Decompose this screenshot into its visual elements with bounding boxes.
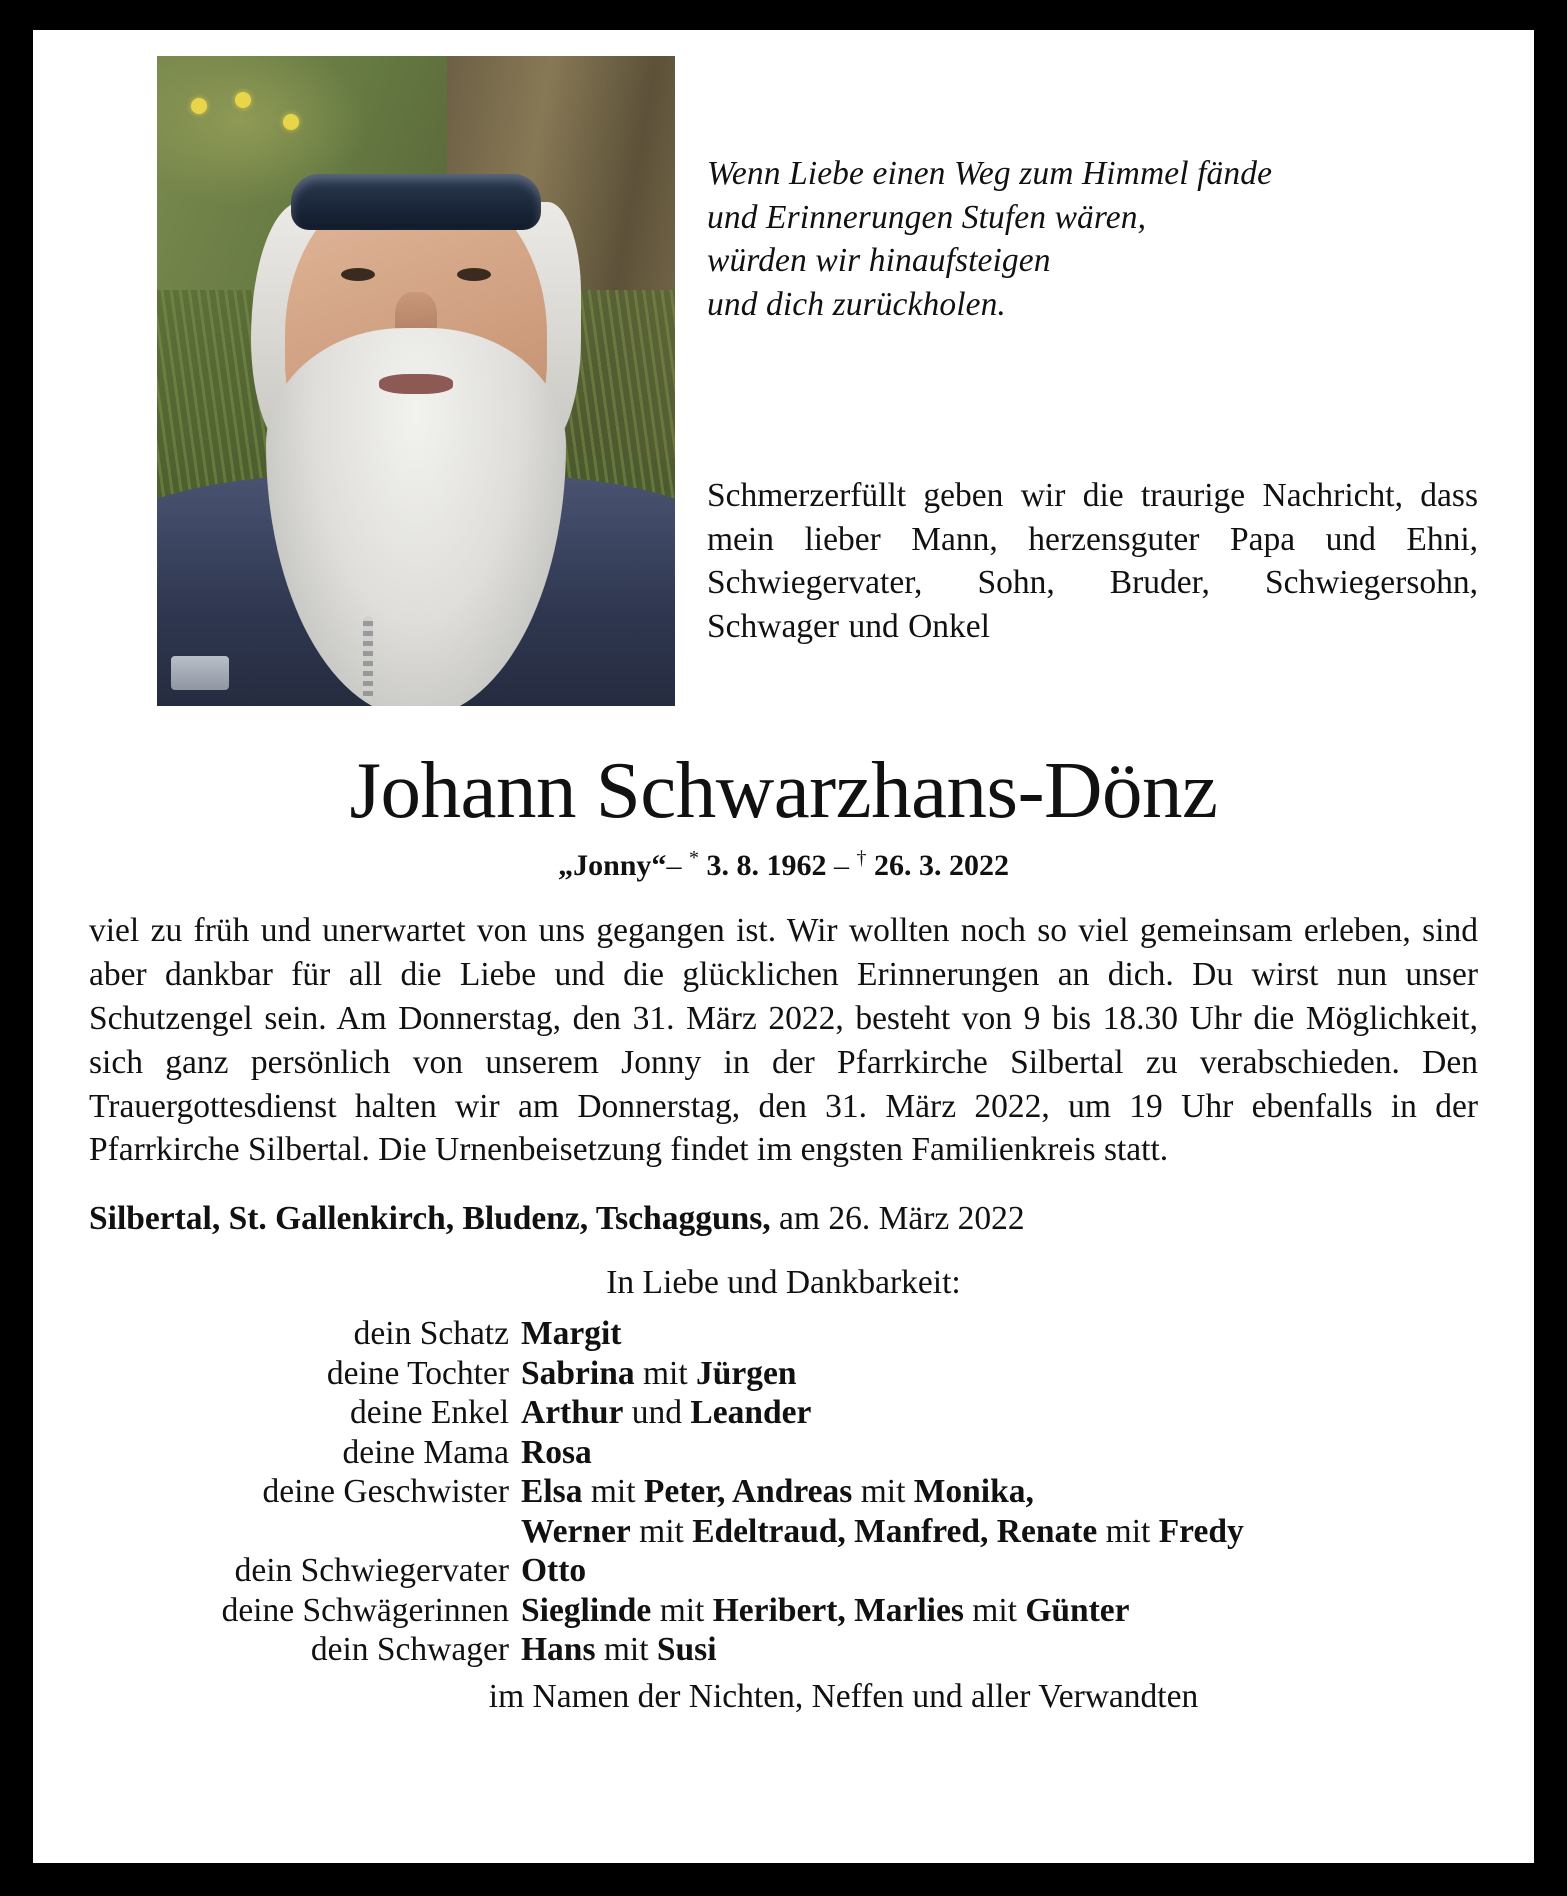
dash-2: – [833, 849, 849, 882]
dash-1: – [666, 849, 682, 882]
quote-line-4: und dich zurückholen. [707, 285, 1006, 323]
eye-left [341, 268, 375, 281]
death-symbol: † [856, 847, 867, 869]
flower-icon [235, 92, 251, 108]
quote-line-1: Wenn Liebe einen Weg zum Himmel fände [707, 155, 1273, 192]
deceased-name: Johann Schwarzhans-Dönz [349, 745, 1218, 835]
family-row [89, 1472, 1478, 1512]
quote-line-3: würden wir hinaufsteigen [707, 242, 1051, 280]
eye-right [457, 268, 491, 281]
family-relation: dein Schatz [353, 1315, 509, 1353]
family-names: Elsa mit Peter, Andreas mit Monika, [521, 1473, 1034, 1511]
intro-column [609, 56, 1478, 648]
family-relation: deine Tochter [326, 1354, 509, 1392]
places-date: am 26. März 2022 [779, 1200, 1025, 1238]
life-dates [89, 847, 1478, 883]
family-row [89, 1551, 1478, 1591]
family-relation: deine Geschwister [262, 1473, 509, 1511]
family-relation: deine Enkel [349, 1394, 509, 1432]
family-names: Arthur und Leander [521, 1394, 812, 1432]
family-row [89, 1314, 1478, 1354]
family-relation: deine Mama [342, 1433, 509, 1471]
closing-line: im Namen der Nichten, Neffen und aller Verwandten [488, 1677, 1199, 1715]
family-names: Rosa [521, 1433, 592, 1471]
family-row [89, 1393, 1478, 1433]
quote-line-2: und Erinnerungen Stufen wären, [707, 198, 1147, 236]
family-row [89, 1591, 1478, 1631]
photo-container [89, 56, 609, 706]
flower-icon [191, 98, 207, 114]
body-paragraph: viel zu früh und unerwartet von uns gegangen ist. Wir wollten noch so viel gemeinsam erleben, sind aber dankbar für all die Liebe und die glücklichen Erinnerungen an dich. Du wirst nun unser Schutzengel sein. Am Donnerstag, den 31. März 2022, besteht von 9 bis 18.30 Uhr die Möglichkeit, sich ganz persönlich von unserem Jonny in der Pfarrkirche Silbertal zu verabschieden. Den Trauergottesdienst halten wir am Donnerstag, den 31. März 2022, um 19 Uhr ebenfalls in der Pfarrkirche Silbertal. Die Urnenbeisetzung findet im engsten Familienkreis statt. [89, 912, 1478, 1169]
gratitude-line: In Liebe und Dankbarkeit: [606, 1264, 961, 1302]
family-row [89, 1630, 1478, 1670]
family-relation: dein Schwager [310, 1631, 509, 1669]
birth-symbol: * [688, 847, 699, 869]
portrait-photo [157, 56, 675, 706]
top-section [89, 56, 1478, 706]
flower-icon [283, 114, 299, 130]
family-relation: deine Schwägerinnen [221, 1591, 509, 1629]
family-row [89, 1512, 1478, 1552]
family-names: Otto [521, 1552, 587, 1590]
family-list [89, 1314, 1478, 1670]
sunglasses-icon [291, 174, 541, 230]
places-line [89, 1200, 1478, 1238]
family-names: Werner mit Edeltraud, Manfred, Renate mit Fredy [521, 1512, 1244, 1550]
mouth [379, 374, 453, 394]
nickname: „Jonny“ [558, 849, 667, 882]
death-date: 26. 3. 2022 [873, 849, 1009, 882]
family-names: Sieglinde mit Heribert, Marlies mit Günter [521, 1591, 1130, 1629]
necklace [363, 616, 373, 700]
family-names: Sabrina mit Jürgen [521, 1354, 797, 1392]
places-list: Silbertal, St. Gallenkirch, Bludenz, Tschagguns, [89, 1200, 771, 1238]
obituary-card [33, 30, 1534, 1863]
jacket-patch [171, 656, 229, 690]
family-row [89, 1354, 1478, 1394]
family-names: Margit [521, 1315, 622, 1353]
family-relation: dein Schwiegervater [234, 1552, 509, 1590]
family-row [89, 1433, 1478, 1473]
memorial-quote [707, 152, 1478, 326]
birth-date: 3. 8. 1962 [706, 849, 827, 882]
family-names: Hans mit Susi [521, 1631, 717, 1669]
lead-paragraph: Schmerzerfüllt geben wir die traurige Nachricht, dass mein lieber Mann, herzensguter Papa und Ehni, Schwiegervater, Sohn, Bruder, Schwiegersohn, Schwager und Onkel [707, 477, 1478, 645]
